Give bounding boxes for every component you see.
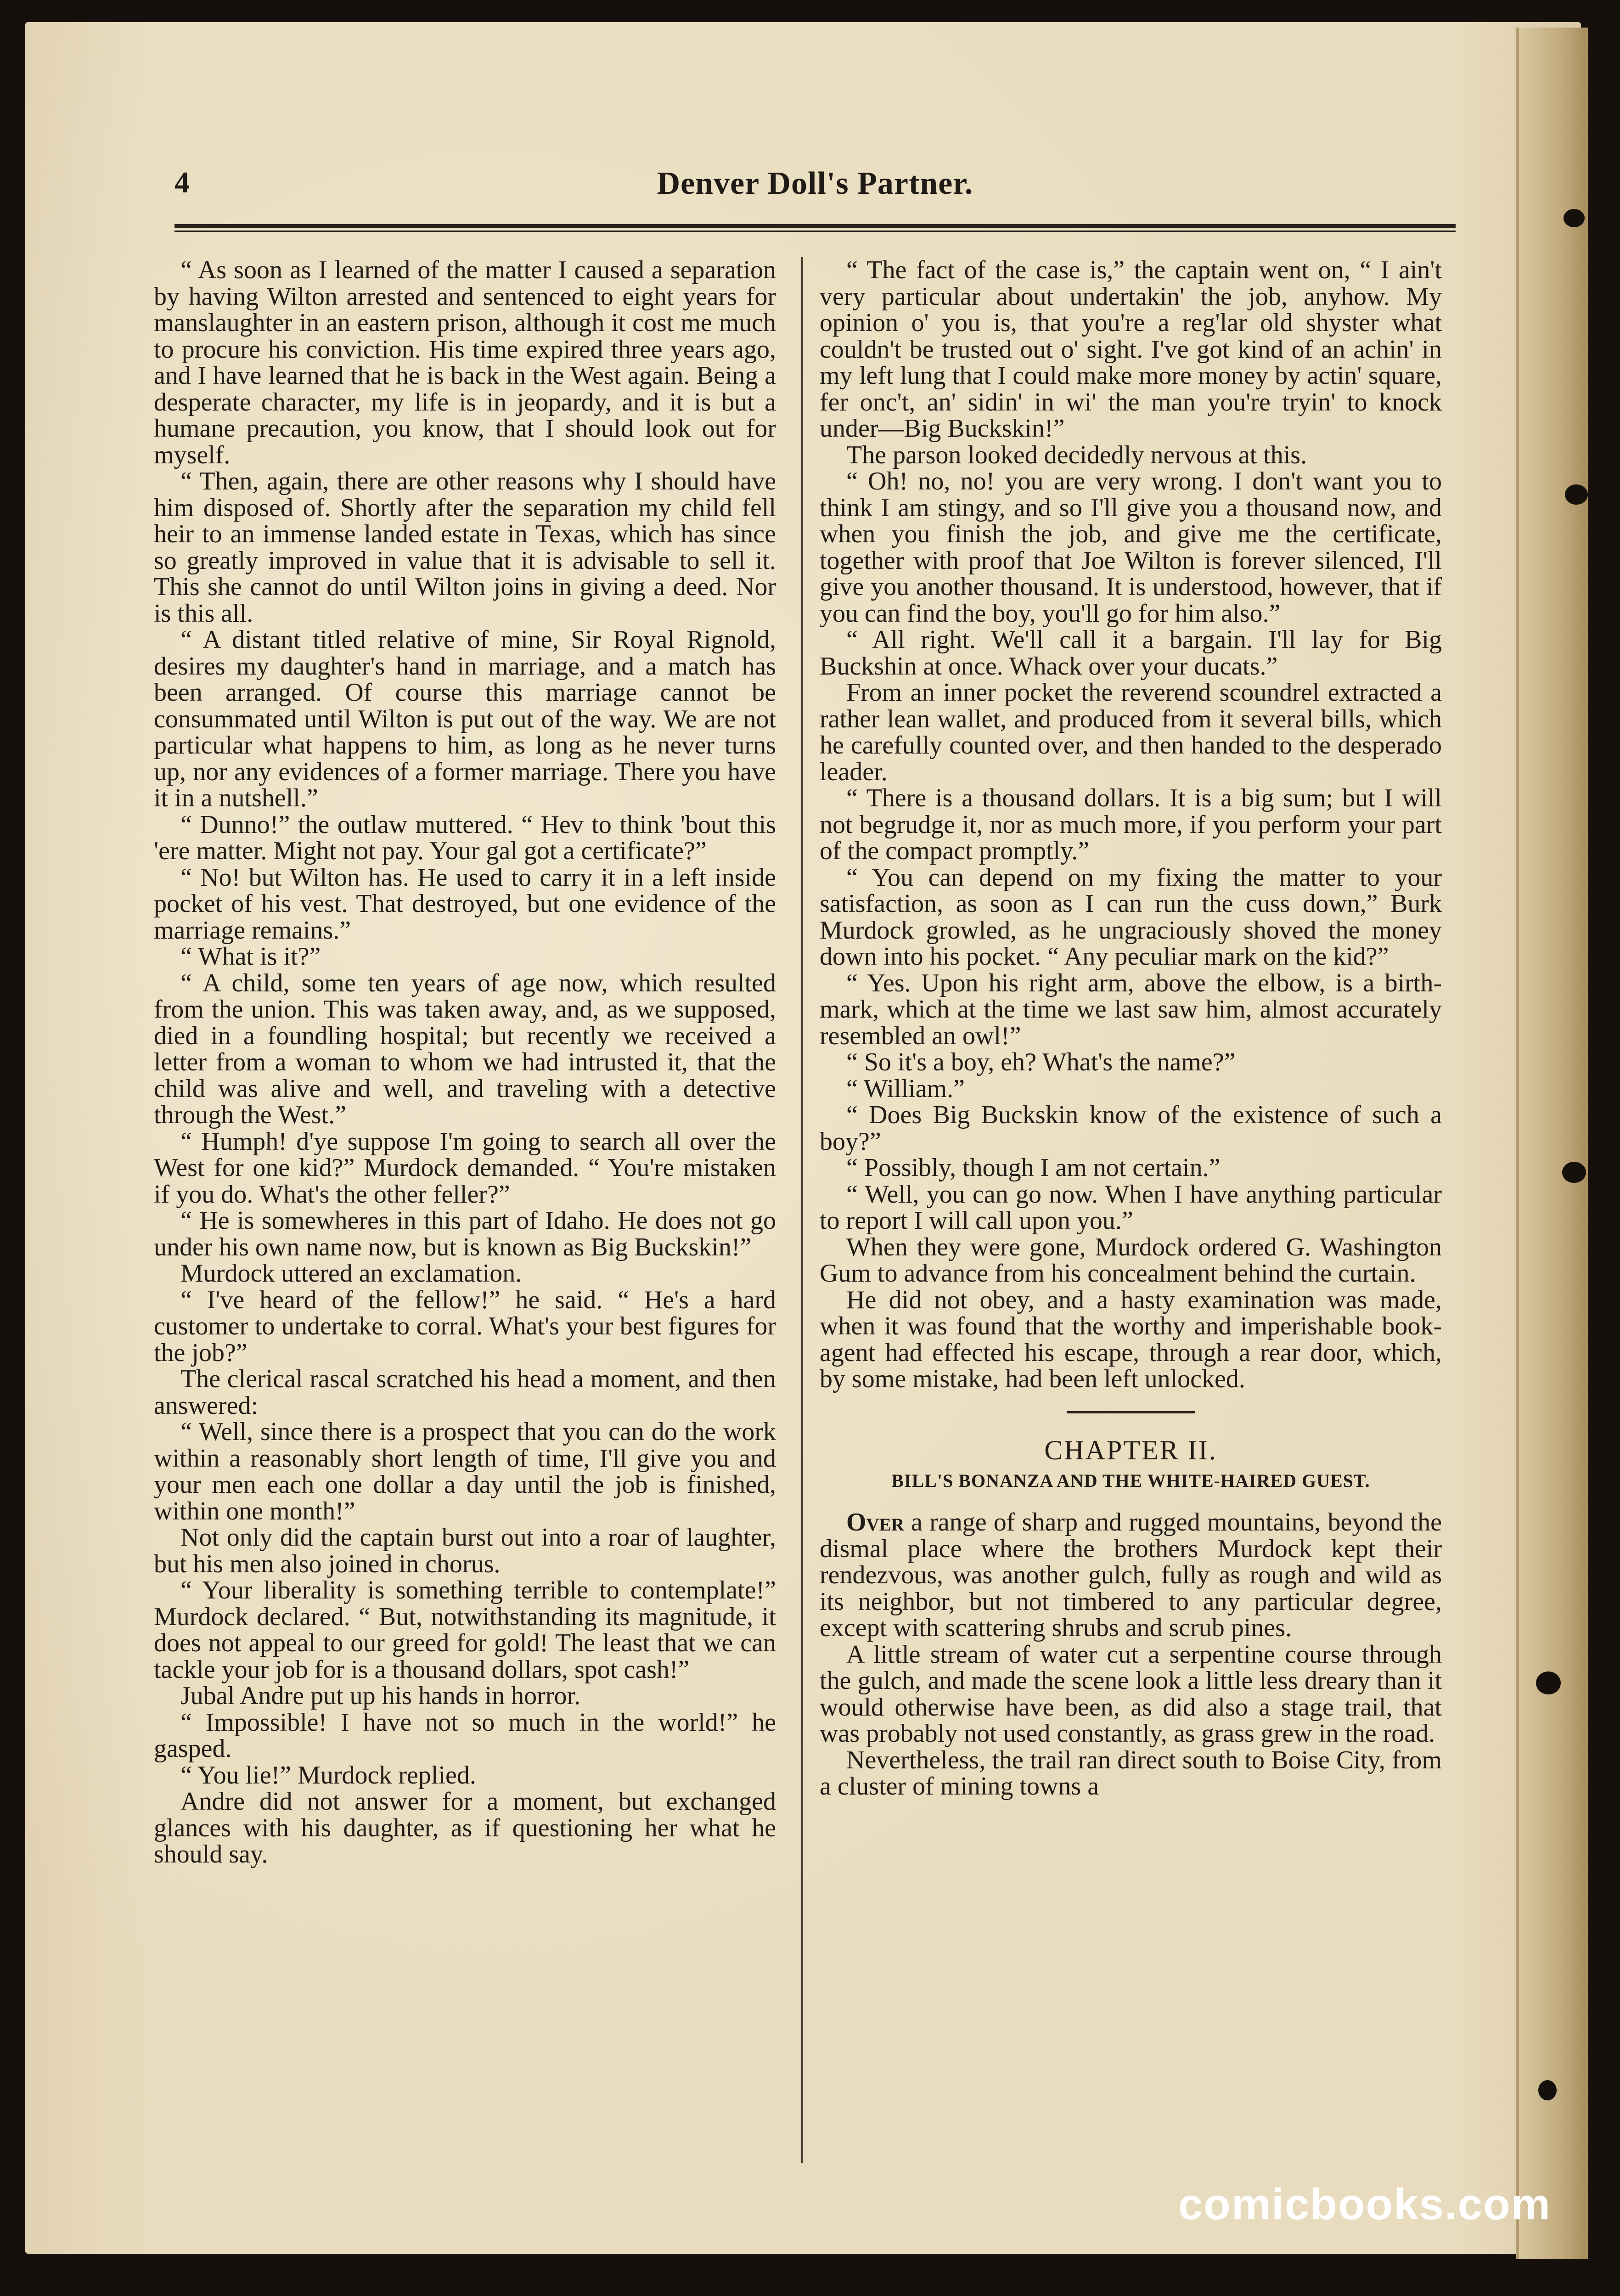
binding-hole [1536, 1671, 1561, 1694]
header-rule [174, 224, 1456, 232]
chapter-heading: CHAPTER II. [1044, 1435, 1217, 1465]
paragraph: The clerical rascal scratched his head a moment, and then answered: [154, 1365, 776, 1420]
paragraph: “ You can depend on my fixing the matter to your satisfaction, as soon as I can run the cuss down,” Burk Murdock growled, as he ungraciously shoved the money down into his pocket. “ Any peculiar mark on the kid?” [820, 863, 1442, 971]
paragraph: “ Oh! no, no! you are very wrong. I don't want you to think I am stingy, and so I'll give you a thousand now, and when you finish the job, and give me the certificate, together with proof that Joe Wilton is forever silenced, I'll give you another thousand. It is understood, however, that if you can find the boy, you'll go for him also.” [820, 467, 1442, 628]
paragraph: “ He is somewheres in this part of Idaho. He does not go under his own name now, but is known as Big Buckskin!” [154, 1206, 776, 1261]
running-header [174, 165, 1456, 216]
paragraph: “ A child, some ten years of age now, which resulted from the union. This was taken away, and, as we supposed, died in a foundling hospital; but recently we received a letter from a woman to whom we had intrusted it, that the child was alive and well, and traveling with a detective through the West.” [154, 968, 776, 1129]
paragraph: “ Then, again, there are other reasons why I should have him disposed of. Shortly after the separation my child fell heir to an immense landed estate in Texas, which has since so greatly improved in value that it is advisable to sell it. This she cannot do until Wilton joins in giving a deed. Nor is this all. [154, 467, 776, 628]
paragraph: “ Yes. Upon his right arm, above the elbow, is a birth-mark, which at the time we last saw him, almost accurately resembled an owl!” [820, 968, 1442, 1050]
paragraph: “ Your liberality is something terrible to contemplate!” Murdock declared. “ But, notwithstanding its magnitude, it does not appeal to our greed for gold! The least that we can tackle your job for is a thousand dollars, spot cash!” [154, 1576, 776, 1684]
paragraph: “ What is it?” [180, 942, 321, 971]
paragraph: “ Well, you can go now. When I have anything particular to report I will call upon you.” [820, 1180, 1442, 1235]
paragraph: Jubal Andre put up his hands in horror. [180, 1682, 581, 1710]
paragraph: When they were gone, Murdock ordered G. Washington Gum to advance from his concealment behind the curtain. [820, 1232, 1442, 1288]
right-column-text [820, 257, 1442, 1393]
paragraph [820, 1509, 1442, 1642]
paragraph: “ You lie!” Murdock replied. [180, 1761, 476, 1790]
paragraph: Murdock uttered an exclamation. [180, 1259, 522, 1288]
left-column [154, 257, 776, 1868]
chapter-rule [1067, 1411, 1195, 1413]
paragraph-text: a range of sharp and rugged mountains, beyond the dismal place where the brothers Murdock kept their rendezvous, was another gulch, fully as rough and wild as its neighbor, but not timbered to any particular degree, except with scattering shrubs and scrub pines. [820, 1508, 1442, 1642]
paragraph: “ No! but Wilton has. He used to carry it in a left inside pocket of his vest. That destroyed, but one evidence of the marriage remains.” [154, 863, 776, 945]
paragraph: “ The fact of the case is,” the captain went on, “ I ain't very particular about undertakin' the job, anyhow. My opinion o' you is, that you're a reg'lar old shyster what couldn't be trusted out o' sight. I've got kind of an achin' in my left lung that I could make more money by actin' square, fer onc't, an' sidin' in wi' the man you're tryin' to knock under—Big Buckskin!” [820, 256, 1442, 443]
right-column-text [820, 1642, 1442, 1800]
paragraph: “ Well, since there is a prospect that you can do the work within a reasonably short length of time, I'll give you and your men each one dollar a day until the job is finished, within one month!” [154, 1418, 776, 1525]
paragraph: “ Humph! d'ye suppose I'm going to search all over the West for one kid?” Murdock demanded. “ You're mistaken if you do. What's the other feller?” [154, 1127, 776, 1209]
paragraph: “ There is a thousand dollars. It is a big sum; but I will not begrudge it, nor as much more, if you perform your part of the compact promptly.” [820, 784, 1442, 865]
binding-hole [1564, 209, 1585, 227]
paragraph: Nevertheless, the trail ran direct south to Boise City, from a cluster of mining towns a [820, 1745, 1442, 1801]
paragraph: “ So it's a boy, eh? What's the name?” [846, 1048, 1236, 1076]
paragraph: “ Impossible! I have not so much in the world!” he gasped. [154, 1708, 776, 1763]
paragraph: The parson looked decidedly nervous at this. [846, 440, 1307, 469]
paragraph: “ All right. We'll call it a bargain. I'll lay for Big Buckshin at once. Whack over your ducats.” [820, 625, 1442, 681]
paragraph: “ Does Big Buckskin know of the existence of such a boy?” [820, 1101, 1442, 1156]
right-column [820, 257, 1442, 1800]
next-page-edge [1516, 28, 1588, 2259]
chapter-subtitle: BILL'S BONANZA AND THE WHITE-HAIRED GUEST. [891, 1470, 1370, 1491]
paragraph: A little stream of water cut a serpentine course through the gulch, and made the scene look a little less dreary than it would otherwise have been, as did also a stage trail, that was probably not used constantly, as grass grew in the road. [820, 1640, 1442, 1748]
site-watermark: comicbooks.com [1178, 2180, 1551, 2229]
lead-word: Over [846, 1508, 904, 1536]
paragraph: Andre did not answer for a moment, but exchanged glances with his daughter, as if questioning her what he should say. [154, 1787, 776, 1868]
paragraph: “ Dunno!” the outlaw muttered. “ Hev to think 'bout this 'ere matter. Might not pay. Your gal got a certificate?” [154, 810, 776, 865]
paragraph: Not only did the captain burst out into a roar of laughter, but his men also joined in chorus. [154, 1523, 776, 1578]
paragraph: “ A distant titled relative of mine, Sir Royal Rignold, desires my daughter's hand in marriage, and a match has been arranged. Of course this marriage cannot be consummated until Wilton is put out of the way. We are not particular what happens to him, as long as he never turns up, nor any evidences of a former marriage. There you have it in a nutshell.” [154, 625, 776, 812]
binding-hole [1562, 1162, 1586, 1183]
paragraph: “ As soon as I learned of the matter I caused a separation by having Wilton arrested and sentenced to eight years for manslaughter in an eastern prison, although it cost me much to procure his conviction. His time expired three years ago, and I have learned that he is back in the West again. Being a desperate character, my life is in jeopardy, and it is but a humane precaution, you know, that I should look out for myself. [154, 256, 776, 469]
binding-hole [1565, 484, 1588, 505]
paragraph: “ William.” [846, 1074, 965, 1103]
column-divider [801, 257, 803, 2163]
paragraph: “ Possibly, though I am not certain.” [846, 1154, 1221, 1182]
paragraph: He did not obey, and a hasty examination was made, when it was found that the worthy and imperishable book-agent had effected his escape, through a rear door, which, by some mistake, had been left unlocked. [820, 1285, 1442, 1393]
page-number: 4 [174, 166, 190, 199]
binding-hole [1538, 2080, 1557, 2100]
paragraph: From an inner pocket the reverend scoundrel extracted a rather lean wallet, and produced from it several bills, which he carefully counted over, and then handed to the desperado leader. [820, 678, 1442, 786]
paragraph: “ I've heard of the fellow!” he said. “ He's a hard customer to undertake to corral. What's your best figures for the job?” [154, 1285, 776, 1367]
running-title: Denver Doll's Partner. [657, 166, 973, 201]
